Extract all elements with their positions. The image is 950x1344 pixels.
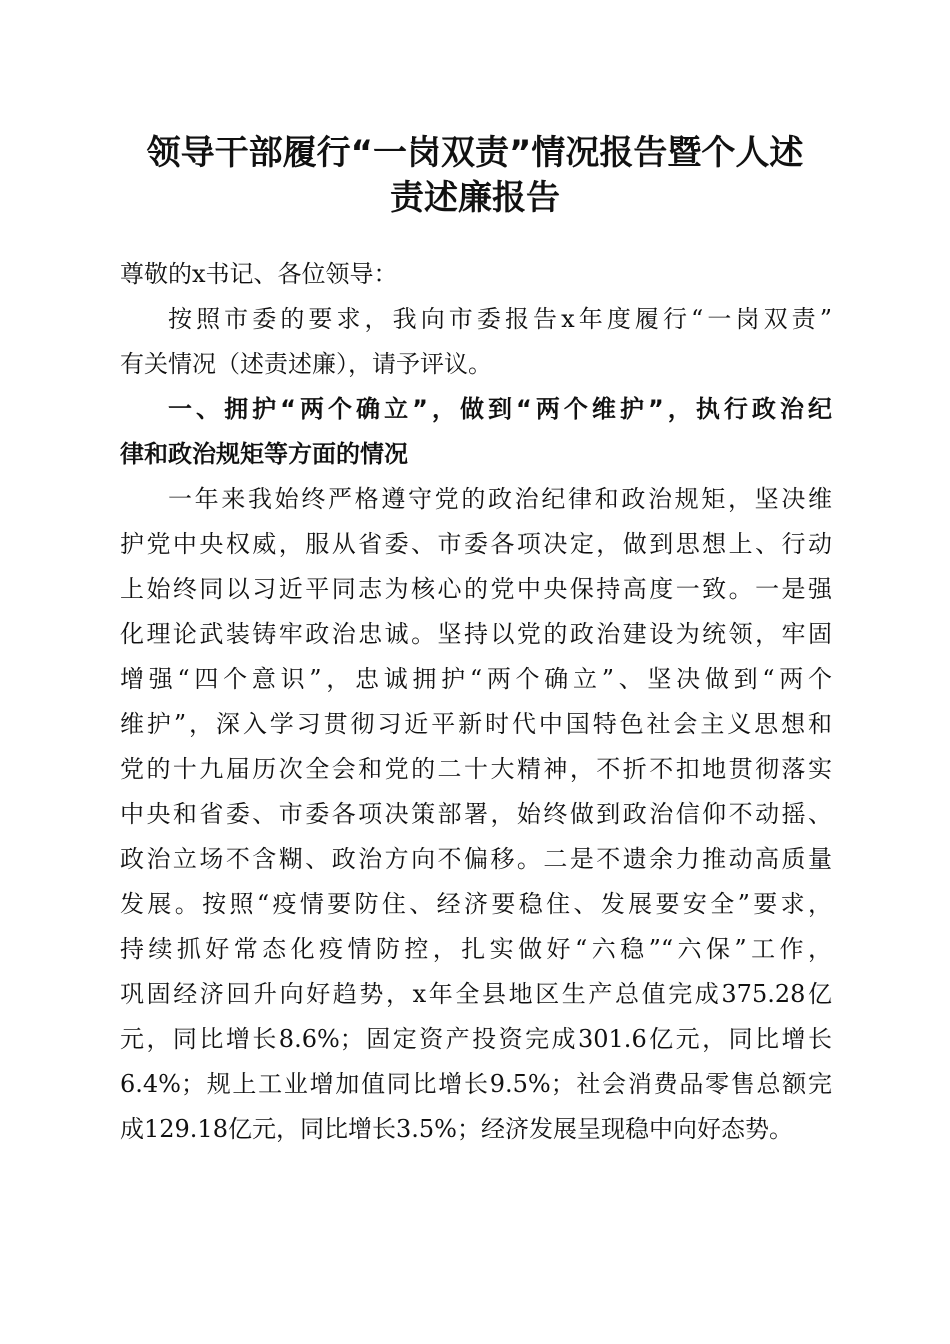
- paragraph-line: 持续抓好常态化疫情防控，扎实做好“六稳”“六保”工作，: [120, 935, 832, 963]
- section-heading-line: 律和政治规矩等方面的情况: [120, 440, 408, 468]
- paragraph-line: 维护”，深入学习贯彻习近平新时代中国特色社会主义思想和: [120, 710, 832, 738]
- document-title: [110, 130, 840, 220]
- paragraph-line: 上始终同以习近平同志为核心的党中央保持高度一致。一是强: [120, 575, 832, 603]
- paragraph-line: 发展。按照“疫情要防住、经济要稳住、发展要安全”要求，: [120, 890, 832, 918]
- section-heading-line: 一、拥护“两个确立”，做到“两个维护”，执行政治纪: [168, 395, 832, 423]
- paragraph-line: 成129.18亿元，同比增长3.5%；经济发展呈现稳中向好态势。: [120, 1115, 793, 1143]
- paragraph-line: 一年来我始终严格遵守党的政治纪律和政治规矩，坚决维: [168, 485, 832, 513]
- paragraph-line: 巩固经济回升向好趋势，x年全县地区生产总值完成375.28亿: [120, 980, 832, 1008]
- title-line: 领导干部履行“一岗双责”情况报告暨个人述: [146, 133, 804, 173]
- paragraph-line: 中央和省委、市委各项决策部署，始终做到政治信仰不动摇、: [120, 800, 832, 828]
- paragraph-line: 化理论武装铸牢政治忠诚。坚持以党的政治建设为统领，牢固: [120, 620, 832, 648]
- paragraph-line: 增强“四个意识”，忠诚拥护“两个确立”、坚决做到“两个: [120, 665, 832, 693]
- paragraph-line: 政治立场不含糊、政治方向不偏移。二是不遗余力推动高质量: [120, 845, 832, 873]
- paragraph-line: 6.4%；规上工业增加值同比增长9.5%；社会消费品零售总额完: [120, 1070, 832, 1098]
- document-body: [120, 252, 832, 1152]
- title-line: 责述廉报告: [390, 178, 560, 218]
- paragraph-line: 护党中央权威，服从省委、市委各项决定，做到思想上、行动: [120, 530, 832, 558]
- paragraph-line: 元，同比增长8.6%；固定资产投资完成301.6亿元，同比增长: [120, 1025, 832, 1053]
- salutation: 尊敬的x书记、各位领导：: [120, 260, 398, 288]
- intro-line: 按照市委的要求，我向市委报告x年度履行“一岗双责”: [168, 305, 832, 333]
- paragraph-line: 党的十九届历次全会和党的二十大精神，不折不扣地贯彻落实: [120, 755, 832, 783]
- intro-line: 有关情况（述责述廉），请予评议。: [120, 350, 492, 378]
